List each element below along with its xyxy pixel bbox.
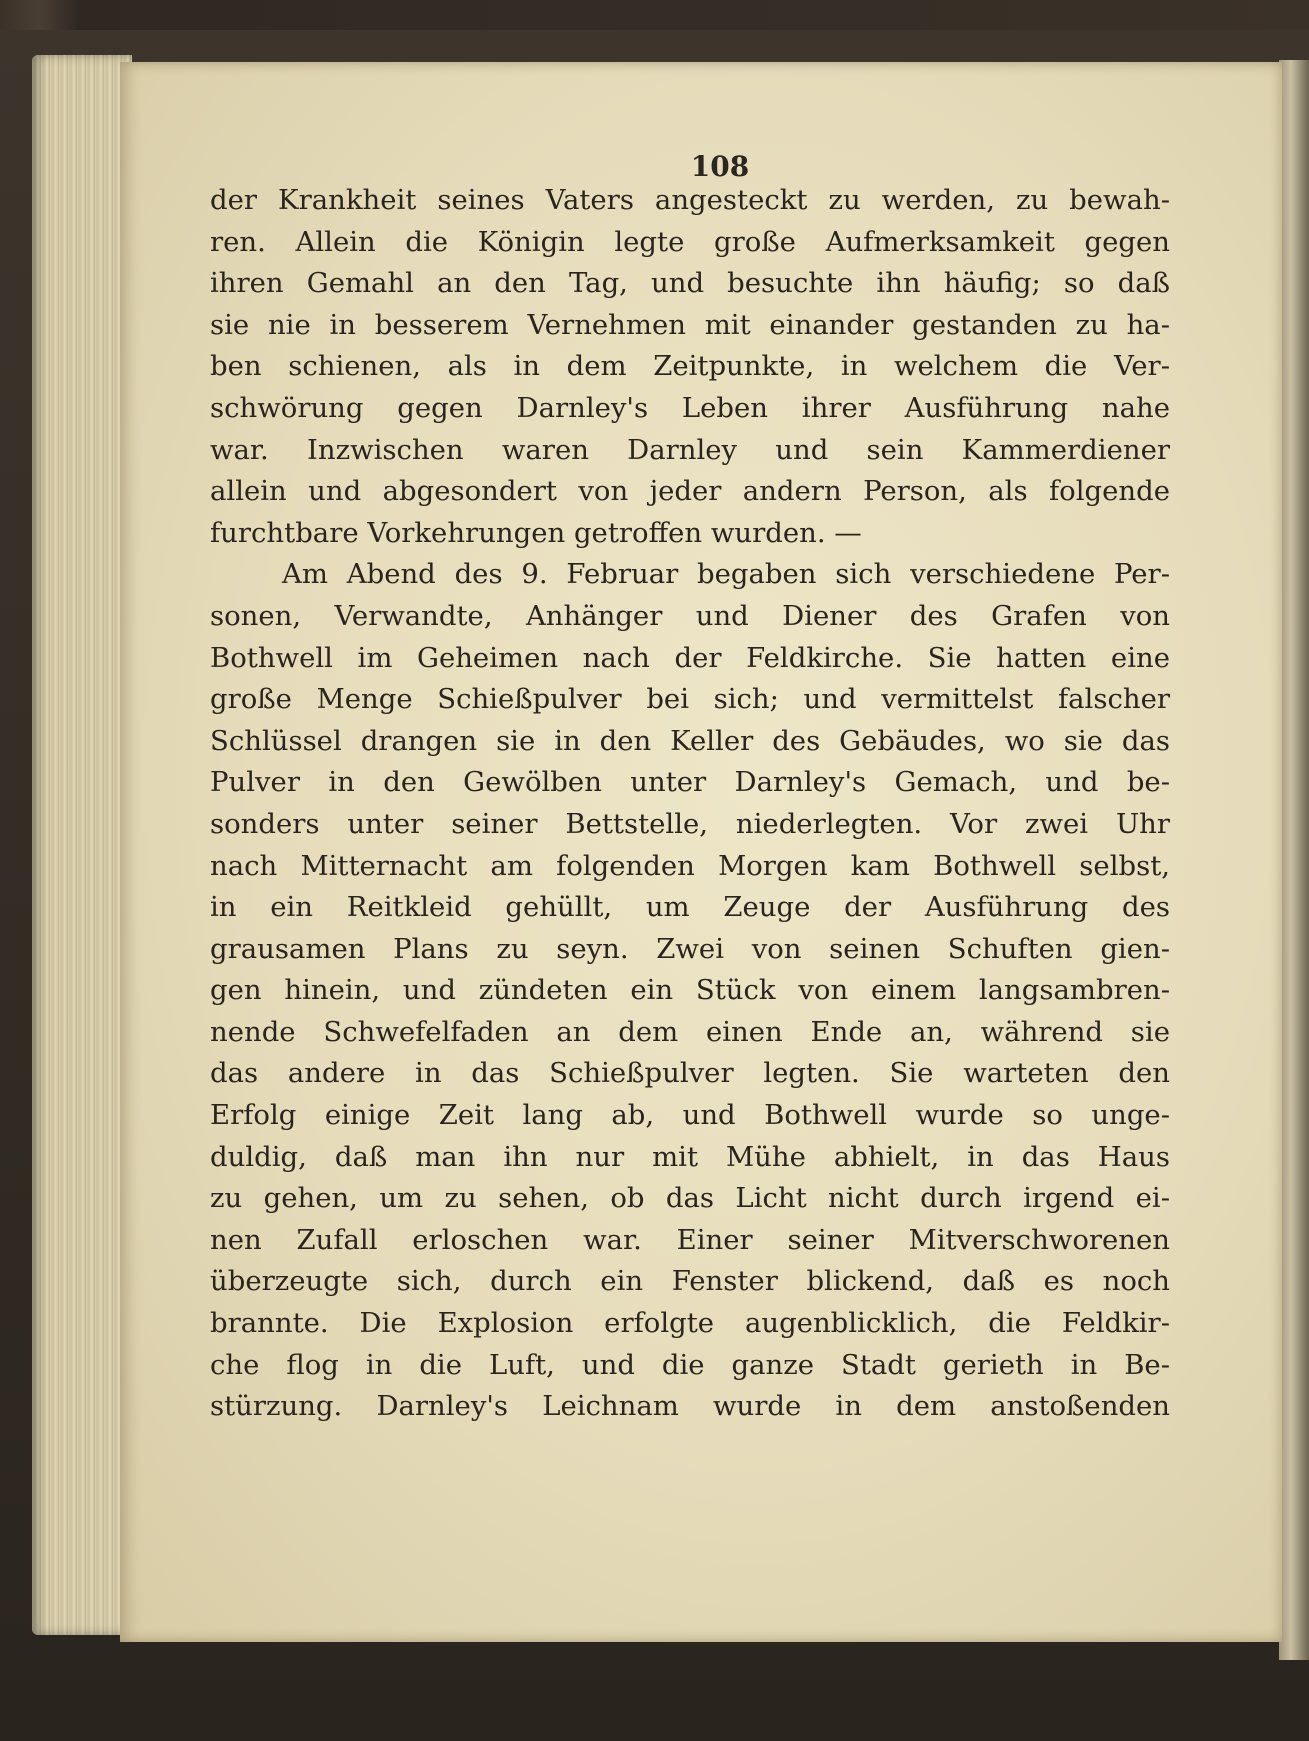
text-line: nen Zufall erloschen war. Einer seiner Mitverschworenen [210, 1223, 1170, 1256]
text-line: Schlüssel drangen sie in den Keller des Gebäudes, wo sie das [210, 724, 1170, 757]
text-line: schwörung gegen Darnley's Leben ihrer Ausführung nahe [210, 391, 1170, 424]
body-text [210, 180, 1170, 1428]
book-page [120, 62, 1282, 1642]
text-line: nende Schwefelfaden an dem einen Ende an, während sie [210, 1015, 1170, 1048]
text-line: sonen, Verwandte, Anhänger und Diener des Grafen von [210, 599, 1170, 632]
text-line: furchtbare Vorkehrungen getroffen wurden. — [210, 516, 862, 549]
page-edges [32, 55, 132, 1635]
text-line: Erfolg einige Zeit lang ab, und Bothwell wurde so unge- [210, 1099, 1170, 1132]
text-line: gen hinein, und zündeten ein Stück von einem langsambren- [210, 974, 1170, 1007]
text-line: brannte. Die Explosion erfolgte augenblicklich, die Feldkir- [210, 1307, 1170, 1340]
text-line: nach Mitternacht am folgenden Morgen kam Bothwell selbst, [210, 849, 1170, 882]
text-line: zu gehen, um zu sehen, ob das Licht nicht durch irgend ei- [210, 1182, 1170, 1215]
page-number: 108 [690, 150, 750, 183]
text-line: ben schienen, als in dem Zeitpunkte, in welchem die Ver- [210, 350, 1170, 383]
text-line: allein und abgesondert von jeder andern Person, als folgende [210, 475, 1170, 508]
text-line: in ein Reitkleid gehüllt, um Zeuge der Ausführung des [210, 891, 1170, 924]
text-line: grausamen Plans zu seyn. Zwei von seinen Schuften gien- [210, 932, 1170, 965]
text-line: Am Abend des 9. Februar begaben sich verschiedene Per- [282, 558, 1170, 591]
facing-page-edge [1279, 60, 1309, 1660]
text-line: sie nie in besserem Vernehmen mit einander gestanden zu ha- [210, 308, 1170, 341]
text-line: duldig, daß man ihn nur mit Mühe abhielt, in das Haus [210, 1140, 1170, 1173]
text-line: war. Inzwischen waren Darnley und sein Kammerdiener [210, 433, 1170, 466]
text-line: sonders unter seiner Bettstelle, niederlegten. Vor zwei Uhr [210, 807, 1170, 840]
text-line: der Krankheit seines Vaters angesteckt zu werden, zu bewah- [210, 184, 1170, 216]
text-line: das andere in das Schießpulver legten. Sie warteten den [210, 1057, 1170, 1090]
text-line: Bothwell im Geheimen nach der Feldkirche. Sie hatten eine [210, 641, 1170, 674]
text-line: stürzung. Darnley's Leichnam wurde in dem anstoßenden [210, 1390, 1170, 1423]
text-line: große Menge Schießpulver bei sich; und vermittelst falscher [210, 683, 1170, 716]
text-line: überzeugte sich, durch ein Fenster blickend, daß es noch [210, 1265, 1170, 1298]
text-line: ren. Allein die Königin legte große Aufmerksamkeit gegen [210, 225, 1170, 258]
text-line: che flog in die Luft, und die ganze Stadt gerieth in Be- [210, 1348, 1170, 1381]
text-line: Pulver in den Gewölben unter Darnley's Gemach, und be- [210, 766, 1170, 799]
text-line: ihren Gemahl an den Tag, und besuchte ihn häufig; so daß [210, 267, 1170, 300]
